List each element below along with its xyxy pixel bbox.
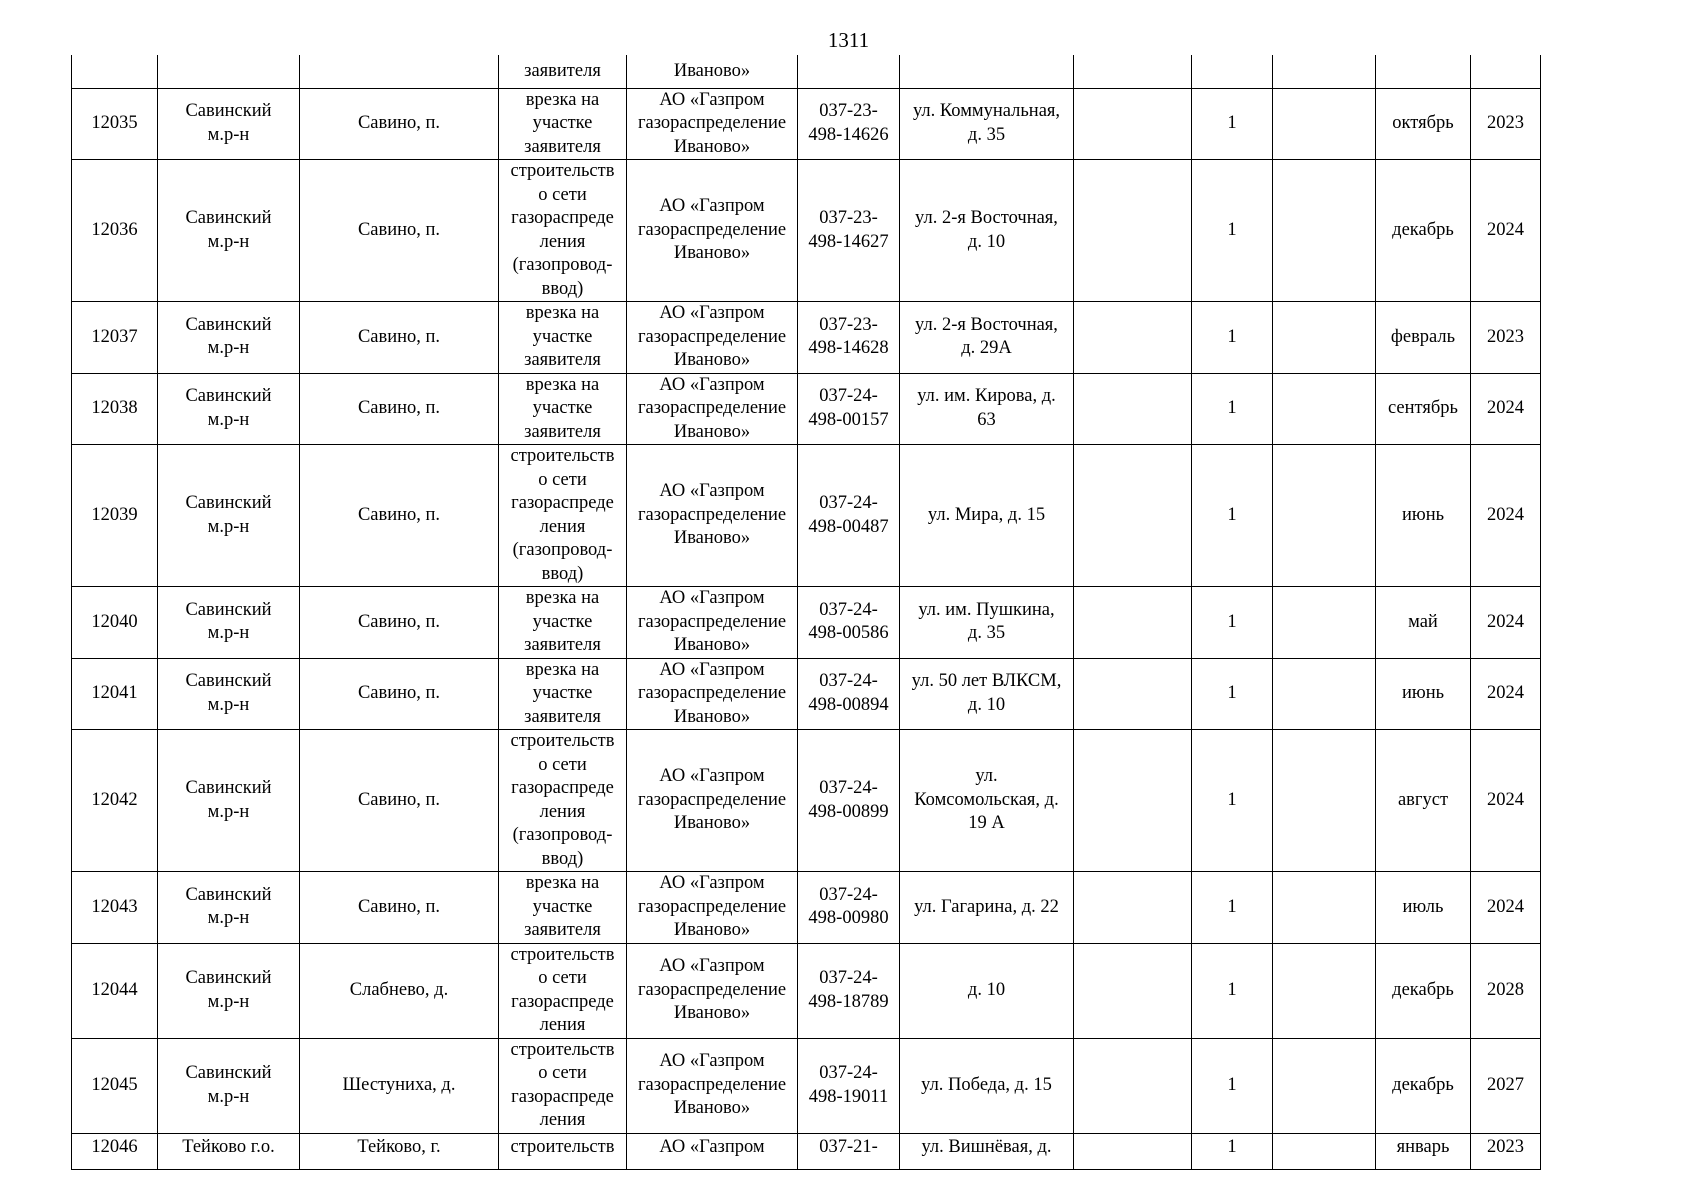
year-cell: 2028 [1471, 943, 1541, 1038]
row-number-cell: 12039 [72, 445, 158, 587]
row-number-cell: 12046 [72, 1133, 158, 1169]
table-row [72, 302, 1541, 374]
organization-cell: АО «Газпром газораспределение Иваново» [627, 373, 798, 445]
blank-cell-cell [1074, 445, 1192, 587]
settlement-cell: Савино, п. [300, 587, 499, 659]
blank-cell-cell [1273, 88, 1376, 160]
year-cell: 2024 [1471, 445, 1541, 587]
count-cell: 1 [1192, 730, 1273, 872]
work-type-cell: врезка на участке заявителя [499, 88, 627, 160]
continued-cell [1074, 55, 1192, 88]
blank-cell-cell [1074, 302, 1192, 374]
address-cell: ул. Вишнёвая, д. [900, 1133, 1074, 1169]
district-cell: Савинский м.р-н [158, 1038, 300, 1133]
work-type-cell: врезка на участке заявителя [499, 373, 627, 445]
organization-cell: АО «Газпром газораспределение Иваново» [627, 302, 798, 374]
address-cell: ул. Мира, д. 15 [900, 445, 1074, 587]
blank-cell-cell [1074, 730, 1192, 872]
organization-cell: АО «Газпром газораспределение Иваново» [627, 658, 798, 730]
application-number-cell: 037-23- 498-14627 [798, 160, 900, 302]
district-cell: Савинский м.р-н [158, 872, 300, 944]
blank-cell-cell [1074, 872, 1192, 944]
work-type-cell: врезка на участке заявителя [499, 872, 627, 944]
blank-cell-cell [1074, 943, 1192, 1038]
table-row-continued [72, 55, 1541, 88]
blank-cell-cell [1074, 1133, 1192, 1169]
settlement-cell: Слабнево, д. [300, 943, 499, 1038]
blank-cell-cell [1273, 587, 1376, 659]
count-cell: 1 [1192, 658, 1273, 730]
application-number-cell: 037-23- 498-14626 [798, 88, 900, 160]
address-cell: ул. им. Пушкина, д. 35 [900, 587, 1074, 659]
row-number-cell: 12038 [72, 373, 158, 445]
count-cell: 1 [1192, 88, 1273, 160]
table-row [72, 658, 1541, 730]
work-type-cell: строительств о сети газораспреде ления [499, 1038, 627, 1133]
year-cell: 2024 [1471, 373, 1541, 445]
month-cell: декабрь [1376, 1038, 1471, 1133]
application-number-cell: 037-24- 498-00899 [798, 730, 900, 872]
organization-cell: АО «Газпром [627, 1133, 798, 1169]
settlement-cell: Савино, п. [300, 730, 499, 872]
district-cell: Савинский м.р-н [158, 943, 300, 1038]
table-row [72, 160, 1541, 302]
row-number-cell: 12044 [72, 943, 158, 1038]
organization-cell: АО «Газпром газораспределение Иваново» [627, 872, 798, 944]
blank-cell-cell [1074, 1038, 1192, 1133]
settlement-cell: Савино, п. [300, 658, 499, 730]
settlement-cell: Тейково, г. [300, 1133, 499, 1169]
month-cell: февраль [1376, 302, 1471, 374]
district-cell: Тейково г.о. [158, 1133, 300, 1169]
address-cell: ул. Комсомольская, д. 19 А [900, 730, 1074, 872]
row-number-cell: 12042 [72, 730, 158, 872]
count-cell: 1 [1192, 1133, 1273, 1169]
month-cell: август [1376, 730, 1471, 872]
blank-cell-cell [1273, 872, 1376, 944]
settlement-cell: Савино, п. [300, 160, 499, 302]
row-number-cell: 12037 [72, 302, 158, 374]
blank-cell-cell [1273, 1038, 1376, 1133]
address-cell: ул. 2-я Восточная, д. 29А [900, 302, 1074, 374]
application-number-cell: 037-24- 498-19011 [798, 1038, 900, 1133]
year-cell: 2023 [1471, 1133, 1541, 1169]
work-type-cell: врезка на участке заявителя [499, 658, 627, 730]
count-cell: 1 [1192, 587, 1273, 659]
count-cell: 1 [1192, 445, 1273, 587]
settlement-cell: Савино, п. [300, 373, 499, 445]
district-cell: Савинский м.р-н [158, 88, 300, 160]
month-cell: декабрь [1376, 943, 1471, 1038]
year-cell: 2024 [1471, 160, 1541, 302]
year-cell: 2024 [1471, 730, 1541, 872]
address-cell: ул. Гагарина, д. 22 [900, 872, 1074, 944]
district-cell: Савинский м.р-н [158, 373, 300, 445]
organization-cell: АО «Газпром газораспределение Иваново» [627, 943, 798, 1038]
work-type-cell: строительств [499, 1133, 627, 1169]
row-number-cell: 12036 [72, 160, 158, 302]
year-cell: 2024 [1471, 587, 1541, 659]
table-row [72, 445, 1541, 587]
blank-cell-cell [1074, 587, 1192, 659]
address-cell: ул. 50 лет ВЛКСМ, д. 10 [900, 658, 1074, 730]
address-cell: ул. 2-я Восточная, д. 10 [900, 160, 1074, 302]
work-type-cell: строительств о сети газораспреде ления (газопровод- ввод) [499, 730, 627, 872]
blank-cell-cell [1273, 445, 1376, 587]
district-cell: Савинский м.р-н [158, 445, 300, 587]
application-number-cell: 037-24- 498-00157 [798, 373, 900, 445]
blank-cell-cell [1273, 1133, 1376, 1169]
continued-cell [72, 55, 158, 88]
work-type-cell: строительств о сети газораспреде ления (газопровод- ввод) [499, 160, 627, 302]
row-number-cell: 12045 [72, 1038, 158, 1133]
district-cell: Савинский м.р-н [158, 658, 300, 730]
row-number-cell: 12035 [72, 88, 158, 160]
row-number-cell: 12040 [72, 587, 158, 659]
month-cell: январь [1376, 1133, 1471, 1169]
continued-cell [900, 55, 1074, 88]
month-cell: июнь [1376, 658, 1471, 730]
work-type-cell: врезка на участке заявителя [499, 587, 627, 659]
application-number-cell: 037-24- 498-18789 [798, 943, 900, 1038]
year-cell: 2023 [1471, 88, 1541, 160]
table-row [72, 943, 1541, 1038]
table-row [72, 587, 1541, 659]
organization-cell: АО «Газпром газораспределение Иваново» [627, 587, 798, 659]
page-number: 1311 [827, 28, 870, 52]
month-cell: декабрь [1376, 160, 1471, 302]
count-cell: 1 [1192, 160, 1273, 302]
application-number-cell: 037-24- 498-00894 [798, 658, 900, 730]
continued-cell [1273, 55, 1376, 88]
blank-cell-cell [1273, 943, 1376, 1038]
count-cell: 1 [1192, 302, 1273, 374]
application-number-cell: 037-23- 498-14628 [798, 302, 900, 374]
month-cell: июнь [1376, 445, 1471, 587]
continued-cell: Иваново» [627, 55, 798, 88]
district-cell: Савинский м.р-н [158, 302, 300, 374]
blank-cell-cell [1074, 658, 1192, 730]
blank-cell-cell [1074, 160, 1192, 302]
count-cell: 1 [1192, 872, 1273, 944]
table-row [72, 872, 1541, 944]
district-cell: Савинский м.р-н [158, 730, 300, 872]
address-cell: д. 10 [900, 943, 1074, 1038]
application-number-cell: 037-21- [798, 1133, 900, 1169]
organization-cell: АО «Газпром газораспределение Иваново» [627, 730, 798, 872]
organization-cell: АО «Газпром газораспределение Иваново» [627, 160, 798, 302]
registry-table [71, 55, 1541, 1170]
blank-cell-cell [1273, 658, 1376, 730]
table-row [72, 373, 1541, 445]
settlement-cell: Савино, п. [300, 872, 499, 944]
continued-cell [300, 55, 499, 88]
year-cell: 2024 [1471, 658, 1541, 730]
continued-cell [1192, 55, 1273, 88]
month-cell: октябрь [1376, 88, 1471, 160]
address-cell: ул. Победа, д. 15 [900, 1038, 1074, 1133]
row-number-cell: 12041 [72, 658, 158, 730]
blank-cell-cell [1074, 88, 1192, 160]
settlement-cell: Савино, п. [300, 88, 499, 160]
year-cell: 2023 [1471, 302, 1541, 374]
blank-cell-cell [1273, 302, 1376, 374]
settlement-cell: Савино, п. [300, 445, 499, 587]
application-number-cell: 037-24- 498-00980 [798, 872, 900, 944]
continued-cell [798, 55, 900, 88]
month-cell: сентябрь [1376, 373, 1471, 445]
continued-cell [1376, 55, 1471, 88]
blank-cell-cell [1074, 373, 1192, 445]
work-type-cell: строительств о сети газораспреде ления [499, 943, 627, 1038]
work-type-cell: врезка на участке заявителя [499, 302, 627, 374]
continued-cell [158, 55, 300, 88]
table-row [72, 1133, 1541, 1169]
table-row [72, 1038, 1541, 1133]
continued-cell: заявителя [499, 55, 627, 88]
count-cell: 1 [1192, 1038, 1273, 1133]
continued-cell [1471, 55, 1541, 88]
blank-cell-cell [1273, 160, 1376, 302]
blank-cell-cell [1273, 373, 1376, 445]
work-type-cell: строительств о сети газораспреде ления (газопровод- ввод) [499, 445, 627, 587]
organization-cell: АО «Газпром газораспределение Иваново» [627, 1038, 798, 1133]
month-cell: июль [1376, 872, 1471, 944]
table-row [72, 730, 1541, 872]
organization-cell: АО «Газпром газораспределение Иваново» [627, 88, 798, 160]
blank-cell-cell [1273, 730, 1376, 872]
table-row [72, 88, 1541, 160]
application-number-cell: 037-24- 498-00586 [798, 587, 900, 659]
settlement-cell: Савино, п. [300, 302, 499, 374]
settlement-cell: Шестуниха, д. [300, 1038, 499, 1133]
count-cell: 1 [1192, 943, 1273, 1038]
application-number-cell: 037-24- 498-00487 [798, 445, 900, 587]
month-cell: май [1376, 587, 1471, 659]
year-cell: 2024 [1471, 872, 1541, 944]
row-number-cell: 12043 [72, 872, 158, 944]
district-cell: Савинский м.р-н [158, 587, 300, 659]
count-cell: 1 [1192, 373, 1273, 445]
district-cell: Савинский м.р-н [158, 160, 300, 302]
address-cell: ул. Коммунальная, д. 35 [900, 88, 1074, 160]
address-cell: ул. им. Кирова, д. 63 [900, 373, 1074, 445]
year-cell: 2027 [1471, 1038, 1541, 1133]
organization-cell: АО «Газпром газораспределение Иваново» [627, 445, 798, 587]
